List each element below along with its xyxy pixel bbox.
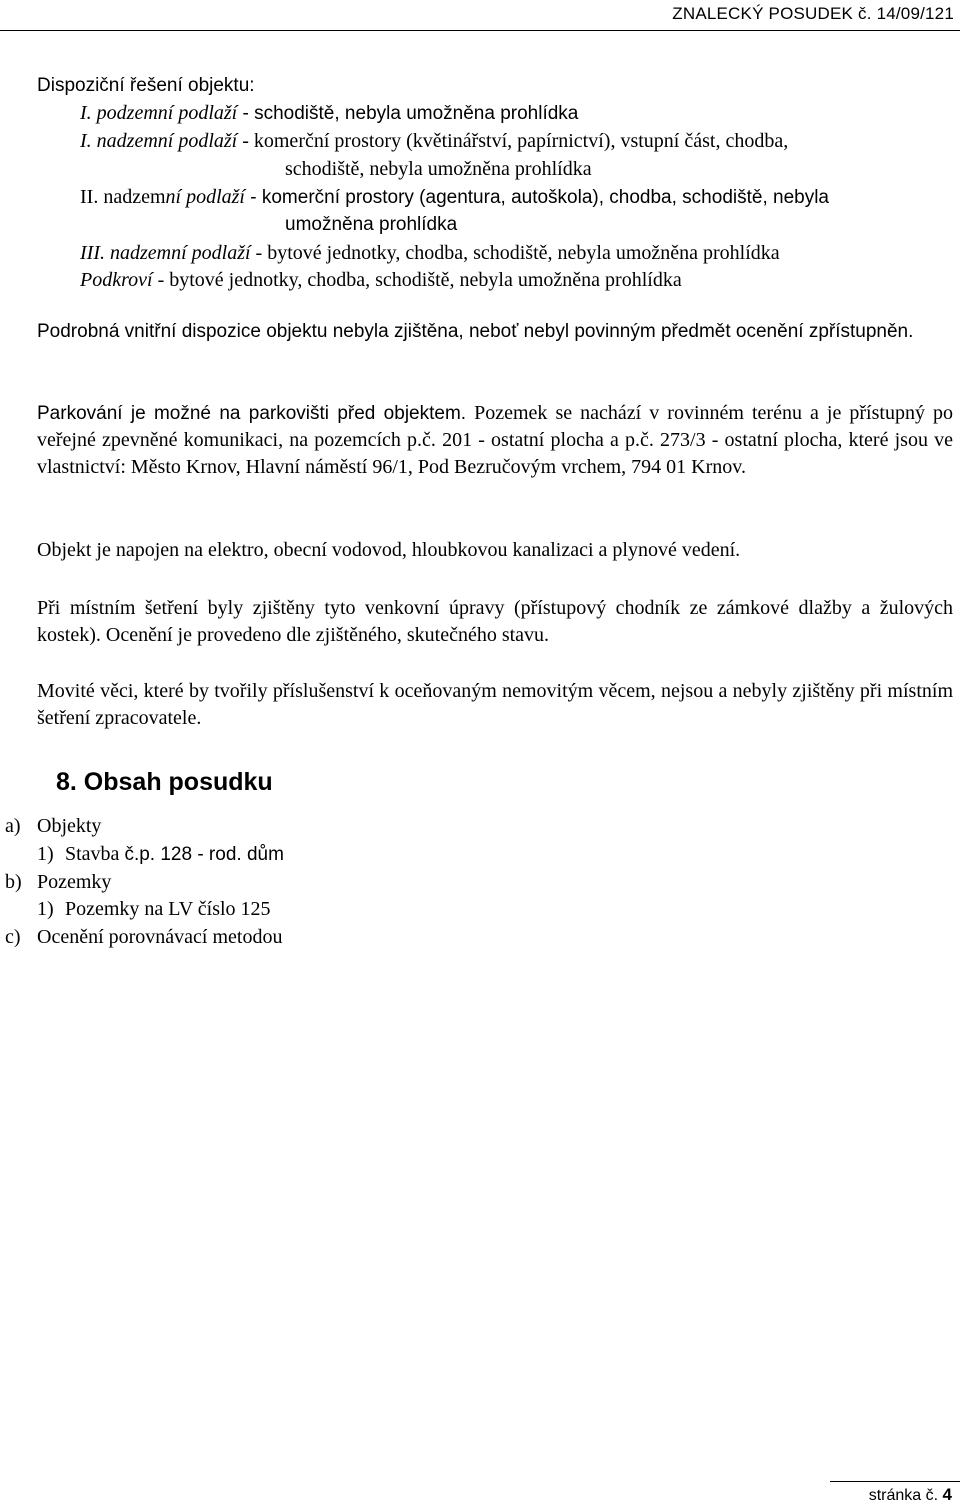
list-marker: a): [5, 815, 21, 837]
document-header: [672, 4, 954, 24]
list-subitem: [37, 841, 284, 867]
list-label: Ocenění porovnávací metodou: [37, 926, 283, 948]
floor-name: III. nadzemní podlaží: [80, 242, 251, 264]
list-item: [5, 813, 102, 839]
page-footer: [869, 1485, 952, 1505]
floor-name-b: ní podlaží: [165, 186, 245, 208]
header-divider: [0, 30, 960, 31]
list-subitem: [37, 896, 271, 922]
parking-sentence: Parkování je možné na parkovišti před objektem.: [37, 403, 467, 424]
list-label: Pozemky: [37, 871, 112, 893]
paragraph-disposition-note: Podrobná vnitřní dispozice objektu nebyla zjištěna, neboť nebyl povinným předmět ocenění zpřístupněn.: [37, 321, 914, 342]
footer-divider: [830, 1481, 960, 1482]
list-marker: b): [5, 871, 22, 893]
header-number: 14/09/121: [876, 4, 954, 23]
list-item: [5, 869, 112, 895]
list-label: Pozemky na LV číslo 125: [65, 898, 271, 920]
floor-desc: - bytové jednotky, chodba, schodiště, nebyla umožněna prohlídka: [250, 242, 780, 264]
floor-name: I. nadzemní podlaží: [80, 130, 238, 152]
paragraph-outdoor: Při místním šetření byly zjištěny tyto venkovní úpravy (přístupový chodník ze zámkové dlažby a žulových kostek). Ocenění je provedeno dle zjištěného, skutečného stavu.: [37, 597, 953, 646]
list-item: [5, 924, 283, 950]
page-number: 4: [942, 1485, 952, 1504]
floor-desc: - komerční prostory (agentura, autoškola), chodba, schodiště, nebyla: [244, 187, 829, 208]
floor-item: [80, 240, 780, 266]
list-marker: c): [5, 926, 21, 948]
header-title: ZNALECKÝ POSUDEK č.: [672, 4, 872, 23]
floor-name: I. podzemní podlaží: [80, 102, 238, 124]
floor-desc-continuation: umožněna prohlídka: [285, 214, 458, 235]
floor-item: [80, 128, 788, 154]
floor-desc-continuation: schodiště, nebyla umožněna prohlídka: [285, 158, 592, 180]
disposition-heading: Dispoziční řešení objektu:: [37, 75, 255, 96]
floor-desc: - komerční prostory (květinářství, papírnictví), vstupní část, chodba,: [237, 130, 789, 152]
floor-item: [80, 100, 578, 127]
floor-desc: - bytové jednotky, chodba, schodiště, nebyla umožněna prohlídka: [152, 269, 682, 291]
list-label: Stavba č.p. 128 - rod. dům: [65, 843, 284, 865]
list-marker: 1): [37, 898, 54, 920]
floor-name-a: II. nadzem: [80, 186, 166, 208]
list-marker: 1): [37, 843, 54, 865]
page-label: stránka č.: [868, 1487, 939, 1504]
paragraph-utilities: Objekt je napojen na elektro, obecní vodovod, hloubkovou kanalizaci a plynové vedení.: [37, 539, 741, 561]
list-label: Objekty: [37, 815, 102, 837]
floor-item: [80, 267, 682, 293]
paragraph-movables: Movité věci, které by tvořily příslušenství k oceňovaným nemovitým věcem, nejsou a nebyly zjištěny při místním šetření zpracovatele.: [37, 680, 953, 729]
paragraph-parking: [37, 400, 953, 481]
land-sentence: Pozemek se nachází v rovinném terénu a je přístupný po veřejné zpevněné komunikaci, na pozemcích p.č. 201 - ostatní plocha a p.č. 273/3 - ostatní plocha, které jsou ve vlastnictví: Město Krnov, Hlavní náměstí 96/1, Pod Bezručovým vrchem, 794 01 Krnov.: [37, 402, 953, 478]
section-heading: 8. Obsah posudku: [56, 768, 273, 796]
floor-name: Podkroví: [80, 269, 153, 291]
floor-item: [80, 184, 829, 211]
floor-desc: - schodiště, nebyla umožněna prohlídka: [237, 103, 579, 124]
